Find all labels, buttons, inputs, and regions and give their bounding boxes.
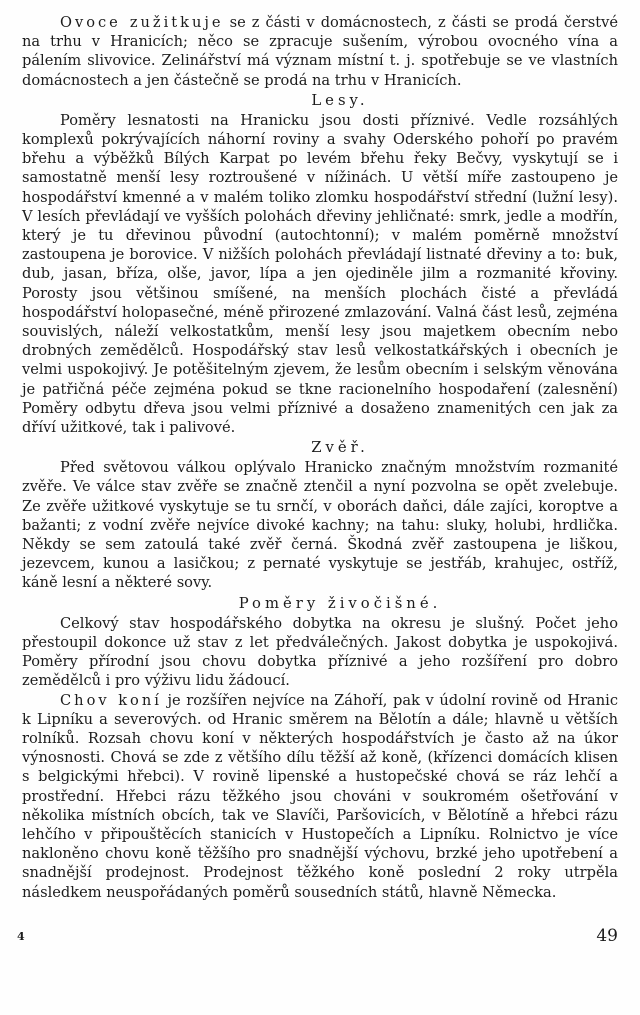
horses-text: je rozšířen nejvíce na Záhoří, pak v údolní rovině od Hranic k Lipníku a severových. od Hranic směrem na Bělotín a dále; hlavně u větších rolníků. Rozsah chovu koní v některých hospodářstvích je často až na úkor výnosnosti. Chová se zde z většího dílu těžší až koně, (křízenci domácích klisen s belgickými hřebci). V rovině lipenské a hustopečské chová se ráz lehčí a prostřední. Hřebci rázu těžkého jsou chováni v soukromém ošetřování v několika místních obcích, tak ve Slavíči, Paršovicích, v Bělotíně a hřebci rázu lehčího v připouštěcích stanicích v Hustopečích a Lipníku. Rolnictvo je více nakloněno chovu koně těžšího pro snadnější výchovu, brzké jeho upotřebení a snadnější prodejnost. Prodejnost těžkého koně poslední 2 roky utrpěla následkem neuspořádaných poměrů sousedních států, hlavně Německa.	[22, 691, 618, 901]
paragraph-forests: Poměry lesnatosti na Hranicku jsou dosti příznivé. Vedle rozsáhlých komplexů pokrývajících náhorní roviny a svahy Oderského pohoří po pravém břehu a výběžků Bílých Karpat po levém břehu řeky Bečvy, vyskytují se i samostatně menší lesy roztroušené v nížinách. U větší míře zastoupeno je hospodářství kmenné a v malém toliko zlomku hospodářství střední (lužní lesy). V lesích převládají ve vyšších polohách dřeviny jehličnaté: smrk, jedle a modřín, který je tu dřevinou původní (autochtonní); v malém poměrně množství zastoupena je borovice. V nižších polohách převládají listnaté dřeviny a to: buk, dub, jasan, bříza, olše, javor, lípa a jen ojediněle jilm a rozmanité křoviny. Porosty jsou většinou smíšené, na menších plochách čisté a převládá hospodářství holopasečné, méně přirozené zmlazování. Valná část lesů, zejména souvislých, náleží velkostatkům, menší lesy jsou majetkem obecním nebo drobných zemědělců. Hospodářský stav lesů velkostatkářských i obecních je velmi uspokojivý. Je potěšitelným zjevem, že lesům obecním i selským věnována je patřičná péče zejména pokud se tkne racionelního hospodaření (zalesnění) Poměry odbytu dřeva jsou velmi příznivé a dosaženo znamenitých cen jak za dříví užitkové, tak i palivové.	[22, 111, 618, 437]
signature-mark: 4	[17, 930, 25, 943]
paragraph-fruit	[22, 13, 618, 90]
section-heading-zver: Zvěř.	[311, 439, 369, 457]
paragraph-livestock: Celkový stav hospodářského dobytka na okresu je slušný. Počet jeho přestoupil dokonce už stav z let předválečných. Jakost dobytka je uspokojivá. Poměry přírodní jsou chovu dobytka příznivé a jeho rozšíření pro dobro zemědělců i pro výživu lidu žádoucí.	[22, 614, 618, 690]
fruit-text: se z části v domácnostech, z části se prodá čerstvé na trhu v Hranicích; něco se zpracuje sušením, výrobou ovocného vína a pálením slivovice. Zelinářství má význam místní t. j. spotřebuje se ve vlastních domácnostech a jen částečně se prodá na trhu v Hranicích.	[22, 14, 619, 89]
paragraph-game: Před světovou válkou oplývalo Hranicko značným množstvím rozmanité zvěře. Ve válce stav zvěře se značně ztenčil a nyní pozvolna se opět zvelebuje. Ze zvěře užitkové vyskytuje se tu srnčí, v oborách daňci, dále zajíci, koroptve a bažanti; z vodní zvěře nejvíce divoké kachny; na tahu: sluky, holubi, hrdlička. Někdy se sem zatoulá také zvěř černá. Škodná zvěř zastoupena je liškou, jezevcem, kunou a lasičkou; z pernaté vyskytuje se jestřáb, krahujec, ostříž, káně lesní a některé sovy.	[22, 459, 618, 592]
section-heading-lesy: Lesy.	[311, 91, 369, 109]
section-heading-livestock: Poměry živočišné.	[238, 594, 442, 612]
page-body	[22, 13, 618, 902]
paragraph-horses	[22, 691, 618, 902]
fruit-lead-word: Ovoce zužitkuje	[60, 14, 224, 31]
page-number: 49	[596, 926, 618, 946]
horses-lead-word: Chov koní	[60, 691, 162, 709]
